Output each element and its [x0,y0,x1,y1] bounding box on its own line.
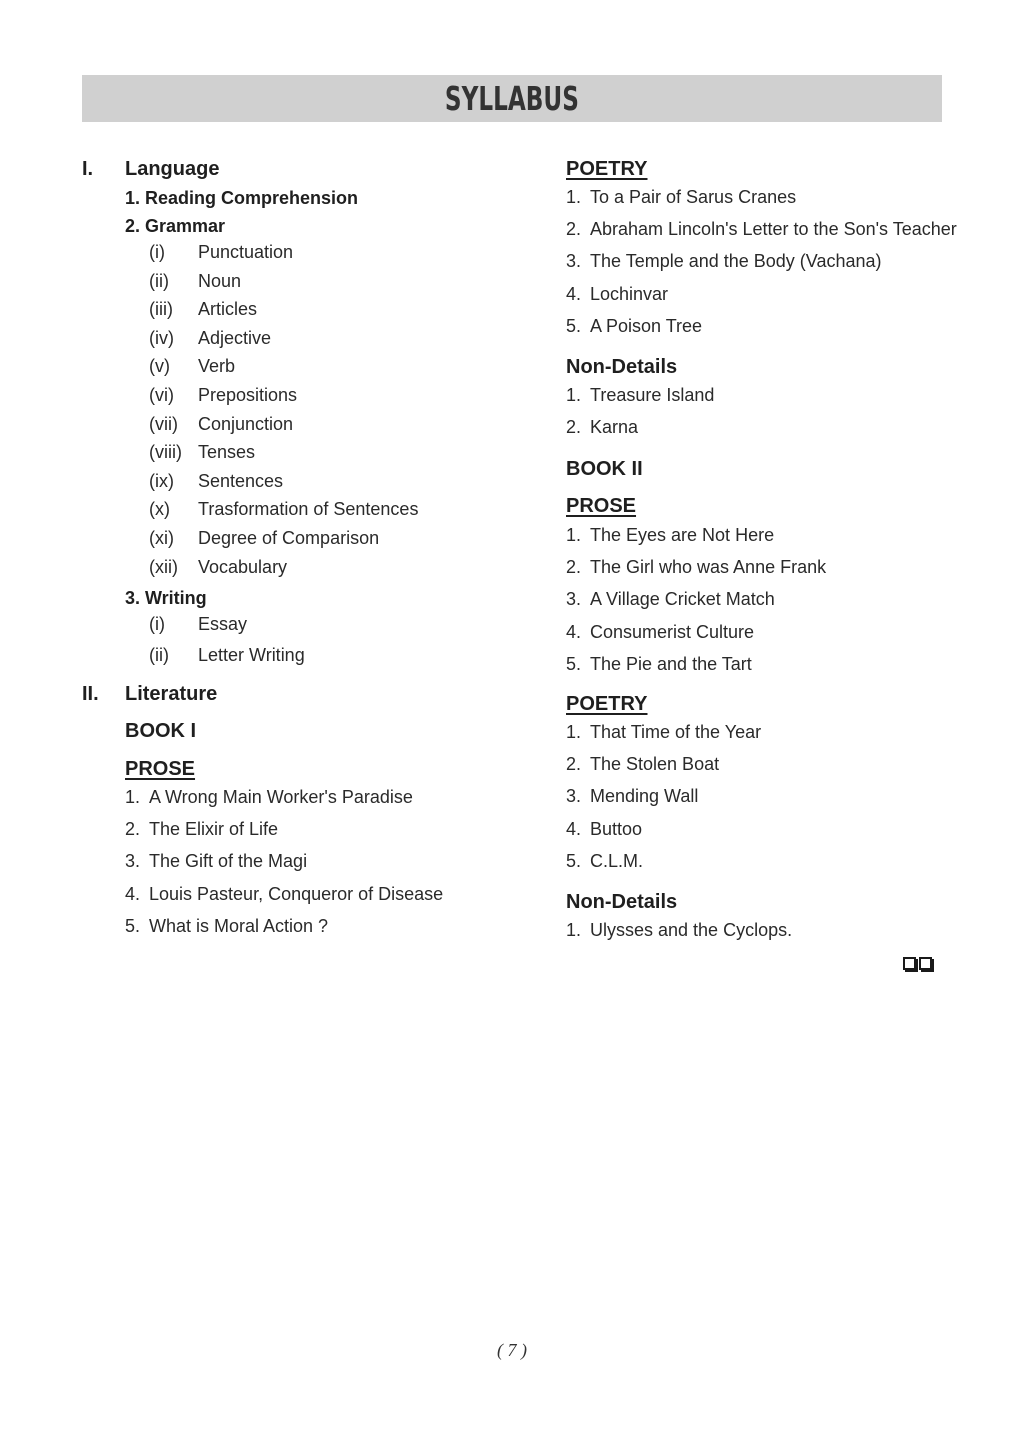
list-item [125,916,545,940]
list-item-text: Vocabulary [198,556,288,577]
list-item-number: 3. [566,589,582,610]
list-item-text: The Stolen Boat [590,754,720,775]
list-item-text: The Temple and the Body (Vachana) [590,251,882,272]
list-item-text: C.L.M. [590,850,644,871]
list-item [566,851,986,875]
list-item [149,614,569,638]
list-item [566,284,986,308]
list-item-text: Essay [198,614,248,634]
list-item-number: 2. [125,819,141,840]
list-item-text: Abraham Lincoln's Letter to the Son's Teacher [590,219,957,240]
list-item-text: Letter Writing [198,645,305,665]
list-item-text: Adjective [198,327,272,348]
list-item [566,589,986,613]
list-item-text: Punctuation [198,242,294,262]
list-item-number: (v) [149,356,170,377]
list-item-number: (xii) [149,556,178,577]
list-item [149,356,569,380]
list-item [566,417,986,441]
list-item [125,851,545,875]
section-heading-language: Language [125,158,220,180]
list-item-number: 4. [125,883,141,904]
list-item-text: The Eyes are Not Here [590,525,775,545]
box-icon [903,957,916,970]
list-item-number: 1. [566,525,582,545]
list-item-number: 5. [566,315,582,336]
title-banner [82,75,942,122]
list-item-number: (x) [149,499,170,520]
list-item [149,328,569,352]
list-item-text: Buttoo [590,818,643,839]
list-item-text: To a Pair of Sarus Cranes [590,187,797,207]
section-heading-literature: Literature [125,683,218,705]
list-item [149,528,569,552]
list-item-text: The Girl who was Anne Frank [590,557,827,578]
list-item [125,787,545,811]
list-item-text: Louis Pasteur, Conqueror of Disease [149,883,444,904]
list-item-text: The Elixir of Life [149,819,279,840]
section-numeral-language: I. [82,158,94,180]
list-item [566,722,986,746]
list-item [566,557,986,581]
list-item [149,442,569,466]
list-item [566,622,986,646]
list-item-number: 1. [566,920,582,940]
list-item-number: 4. [566,818,582,839]
poetry-heading-book-two: POETRY [566,693,648,715]
prose-heading-book-two: PROSE [566,495,637,517]
list-item [149,271,569,295]
list-item-number: 2. [566,754,582,775]
list-item [566,920,986,944]
list-item [566,525,986,549]
list-item-number: 3. [125,851,141,872]
list-item-text: Mending Wall [590,786,699,807]
list-item [149,299,569,323]
list-item-text: Trasformation of Sentences [198,499,419,520]
list-item-text: A Wrong Main Worker's Paradise [149,787,413,807]
list-item-number: (ii) [149,270,169,291]
list-item [566,251,986,275]
list-item-number: 1. [566,187,582,207]
list-item [149,385,569,409]
page-title: SYLLABUS [444,79,580,118]
list-item [566,219,986,243]
list-item-text: Lochinvar [590,283,669,304]
list-item [566,654,986,678]
list-item-text: Tenses [198,442,256,463]
section-numeral-literature: II. [82,683,99,705]
list-item [566,385,986,409]
non-details-heading-book-one: Non-Details [566,356,678,378]
list-item [149,471,569,495]
list-item-number: 5. [566,850,582,871]
list-item-number: 1. [566,385,582,405]
double-box-end-icon [903,957,932,970]
list-item-number: (xi) [149,528,174,548]
list-item-number: (vii) [149,413,178,434]
page-number: ( 7 ) [497,1340,527,1360]
list-item-number: 5. [125,915,141,936]
list-item-text: That Time of the Year [590,722,762,742]
non-details-heading-book-two: Non-Details [566,891,678,913]
book-one-heading: BOOK I [125,720,197,742]
list-item-number: 2. [566,557,582,578]
list-item-text: Ulysses and the Cyclops. [590,920,793,940]
list-item-text: What is Moral Action ? [149,915,329,936]
list-item-number: 2. [566,219,582,240]
list-item [125,819,545,843]
list-item-text: A Village Cricket Match [590,589,775,610]
list-item-number: (i) [149,614,165,634]
list-item [149,414,569,438]
list-item-number: (i) [149,242,165,262]
list-item-text: A Poison Tree [590,315,703,336]
list-item-text: The Gift of the Magi [149,851,308,872]
list-item [566,819,986,843]
list-item [125,884,545,908]
list-item [566,754,986,778]
writing-heading: 3. Writing [125,588,207,608]
box-icon [919,957,932,970]
list-item-text: Treasure Island [590,385,715,405]
list-item-text: Conjunction [198,413,294,434]
list-item [566,786,986,810]
list-item-text: Articles [198,299,258,320]
list-item-number: 1. [566,722,582,742]
list-item [149,645,569,669]
list-item-text: Verb [198,356,236,377]
grammar-heading: 2. Grammar [125,216,226,236]
list-item-number: 3. [566,786,582,807]
list-item [149,557,569,581]
list-item-text: Sentences [198,470,284,491]
list-item-text: Consumerist Culture [590,621,755,642]
prose-heading-book-one: PROSE [125,758,196,780]
list-item-text: Noun [198,270,242,291]
list-item-number: (viii) [149,442,182,463]
list-item [149,499,569,523]
list-item-number: 5. [566,653,582,674]
list-item [566,187,986,211]
list-item-number: 3. [566,251,582,272]
list-item-number: 4. [566,283,582,304]
book-two-heading: BOOK II [566,458,643,480]
list-item-text: Prepositions [198,385,298,405]
list-item [566,316,986,340]
list-item [149,242,569,266]
list-item-number: (iv) [149,327,174,348]
list-item-number: 4. [566,621,582,642]
list-item-number: 1. [125,787,141,807]
list-item-number: (ii) [149,645,169,665]
list-item-number: (vi) [149,385,174,405]
list-item-text: The Pie and the Tart [590,653,752,674]
list-item-text: Karna [590,417,639,438]
reading-comprehension-heading: 1. Reading Comprehension [125,188,359,208]
poetry-heading-book-one: POETRY [566,158,648,180]
list-item-text: Degree of Comparison [198,528,380,548]
list-item-number: (iii) [149,299,173,320]
list-item-number: 2. [566,417,582,438]
list-item-number: (ix) [149,470,174,491]
